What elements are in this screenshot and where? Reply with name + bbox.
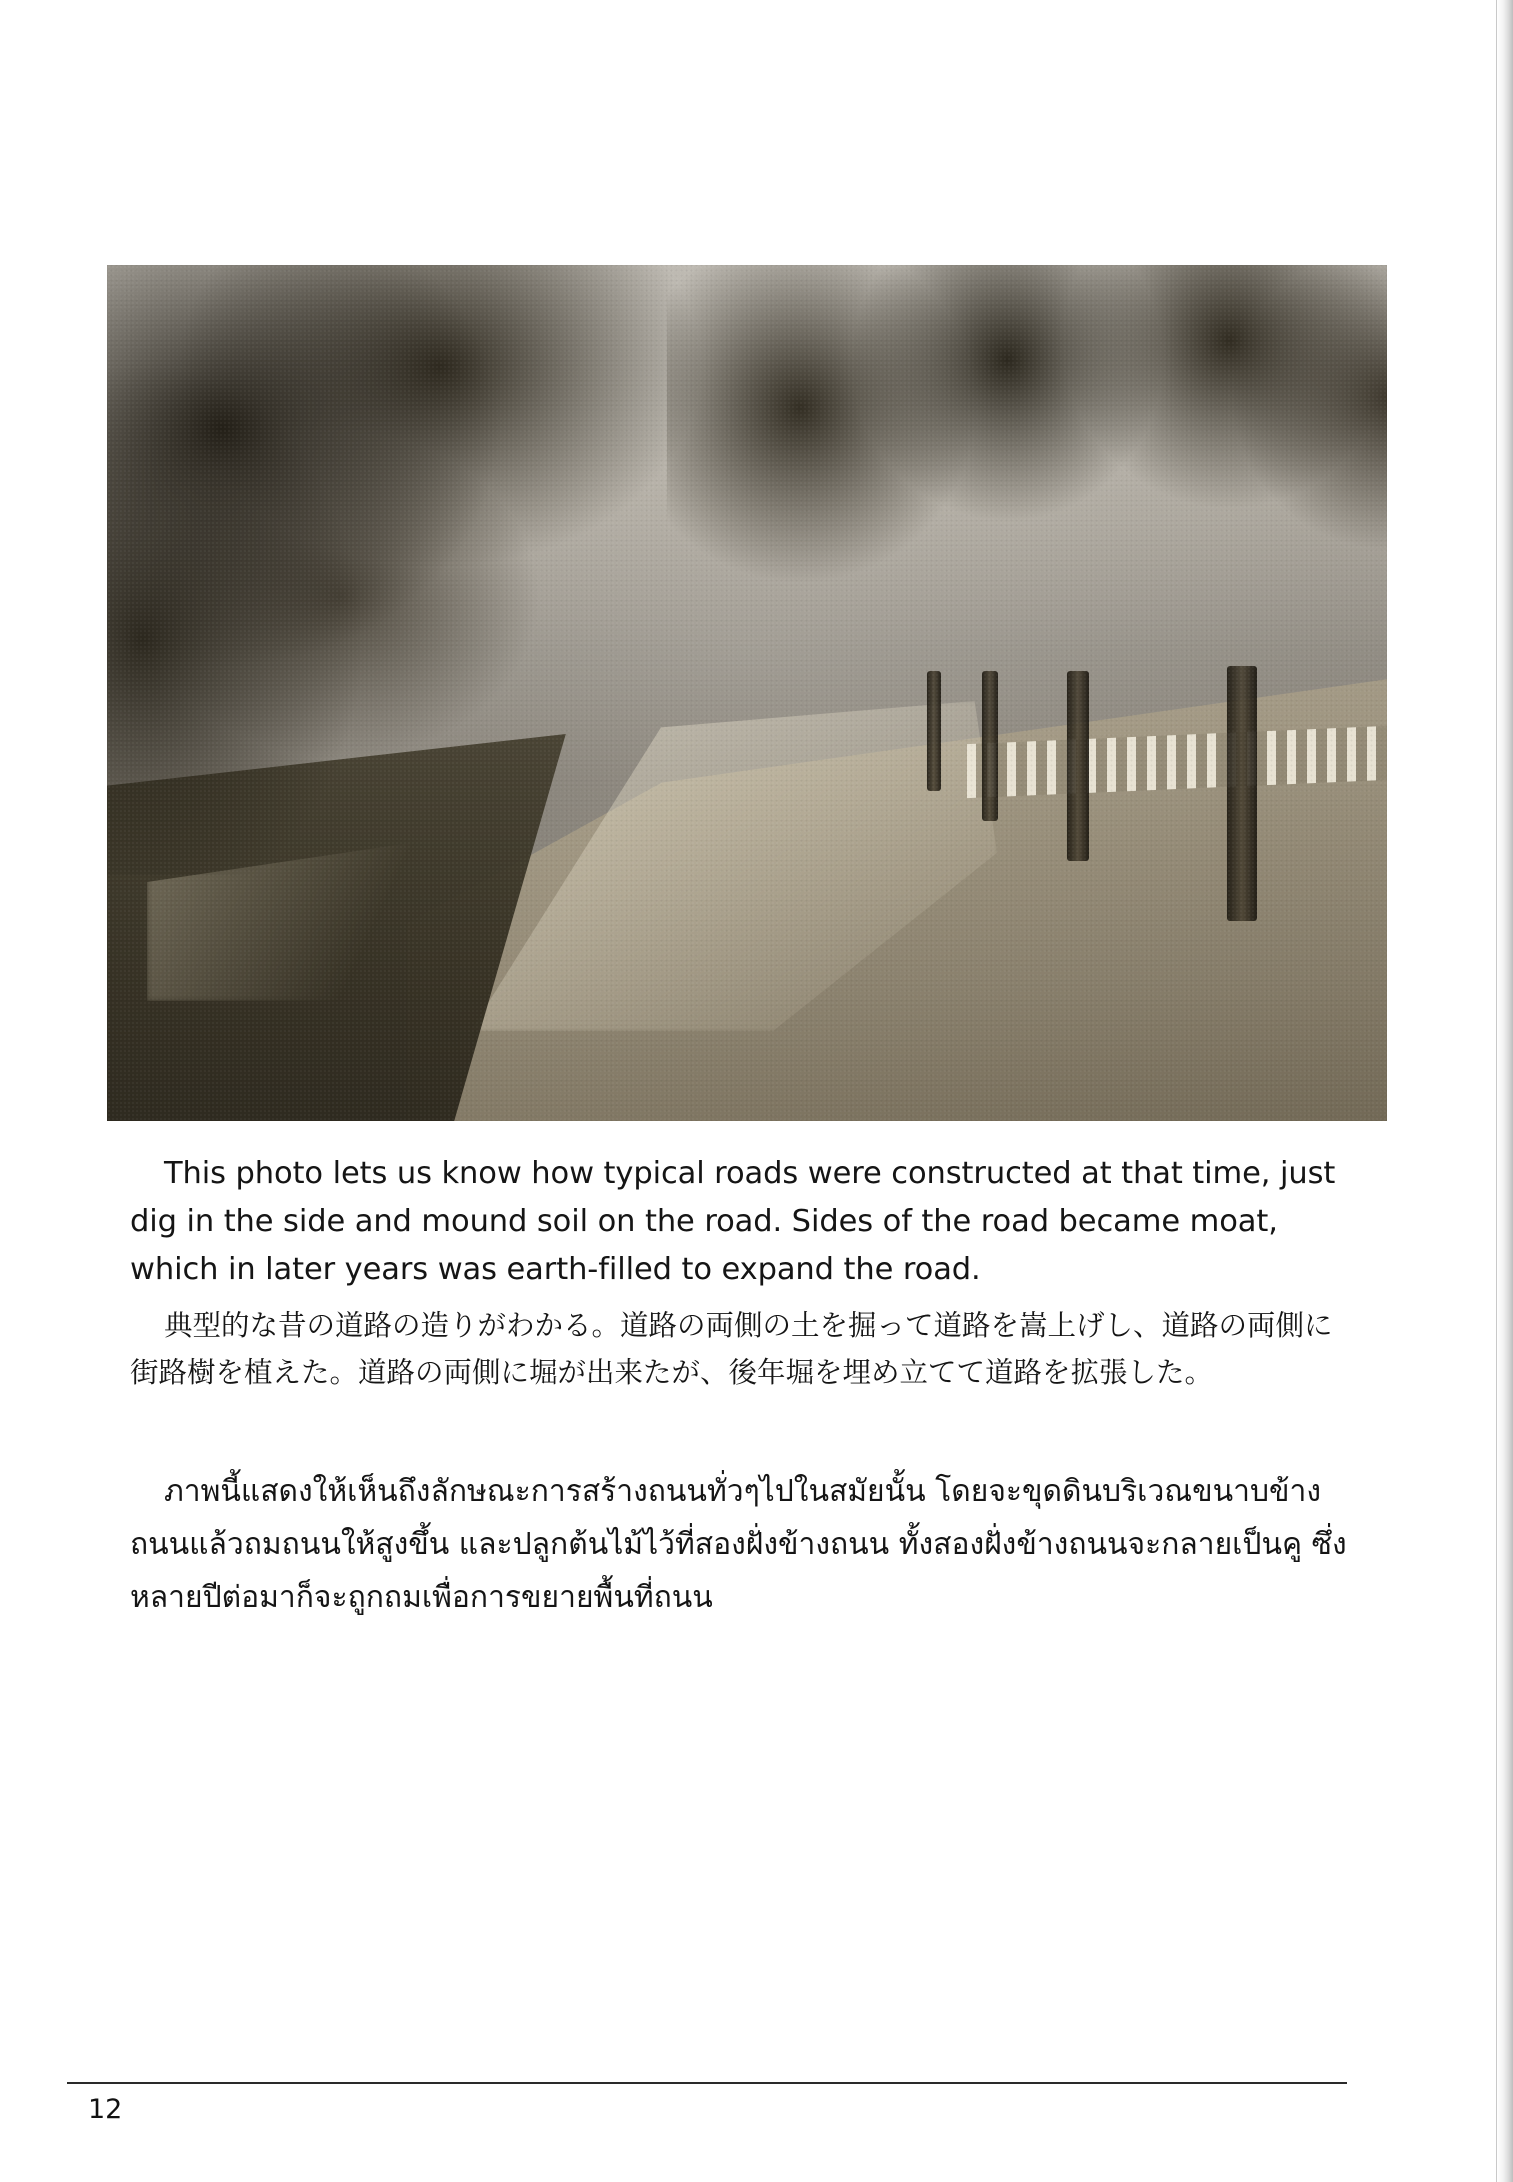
paragraph-english-text: This photo lets us know how typical roads were constructed at that time, just dig in the side and mound soil on the road. Sides of the road became moat, which in later years was earth-filled to expand the road. — [130, 1156, 1336, 1287]
paragraph-japanese — [130, 1302, 1360, 1396]
paragraph-thai-container — [130, 1465, 1360, 1624]
paragraph-english — [130, 1150, 1360, 1294]
paragraph-thai-text: ภาพนี้แสดงให้เห็นถึงลักษณะการสร้างถนนทั่วๆไปในสมัยนั้น โดยจะขุดดินบริเวณขนาบข้างถนนแล้วถมถนนให้สูงขึ้น และปลูกต้นไม้ไว้ที่สองฝั่งข้างถนน ทั้งสองฝั่งข้างถนนจะกลายเป็นคู ซึ่งหลายปีต่อมาก็จะถูกถมเพื่อการขยายพื้นที่ถนน — [130, 1474, 1347, 1615]
page-number: 12 — [88, 2094, 123, 2125]
photo-right-tree-row — [667, 265, 1387, 715]
paragraph-japanese-text: 典型的な昔の道路の造りがわかる。道路の両側の土を掘って道路を嵩上げし、道路の両側に街路樹を植えた。道路の両側に堀が出来たが、後年堀を埋め立てて道路を拡張した。 — [130, 1309, 1333, 1389]
footer-divider — [67, 2082, 1347, 2084]
photo-left-tree-mass — [107, 265, 737, 875]
photo-tree-trunk — [1067, 671, 1089, 861]
paragraph-english-container — [130, 1150, 1360, 1294]
page-binding-gutter — [1497, 0, 1513, 2182]
photo-tree-trunk — [1227, 666, 1257, 921]
photo-tree-trunk — [927, 671, 941, 791]
photo-tree-trunk — [982, 671, 998, 821]
paragraph-japanese-container — [130, 1302, 1360, 1396]
paragraph-thai — [130, 1465, 1360, 1624]
historic-road-and-moat-photo — [107, 265, 1387, 1121]
